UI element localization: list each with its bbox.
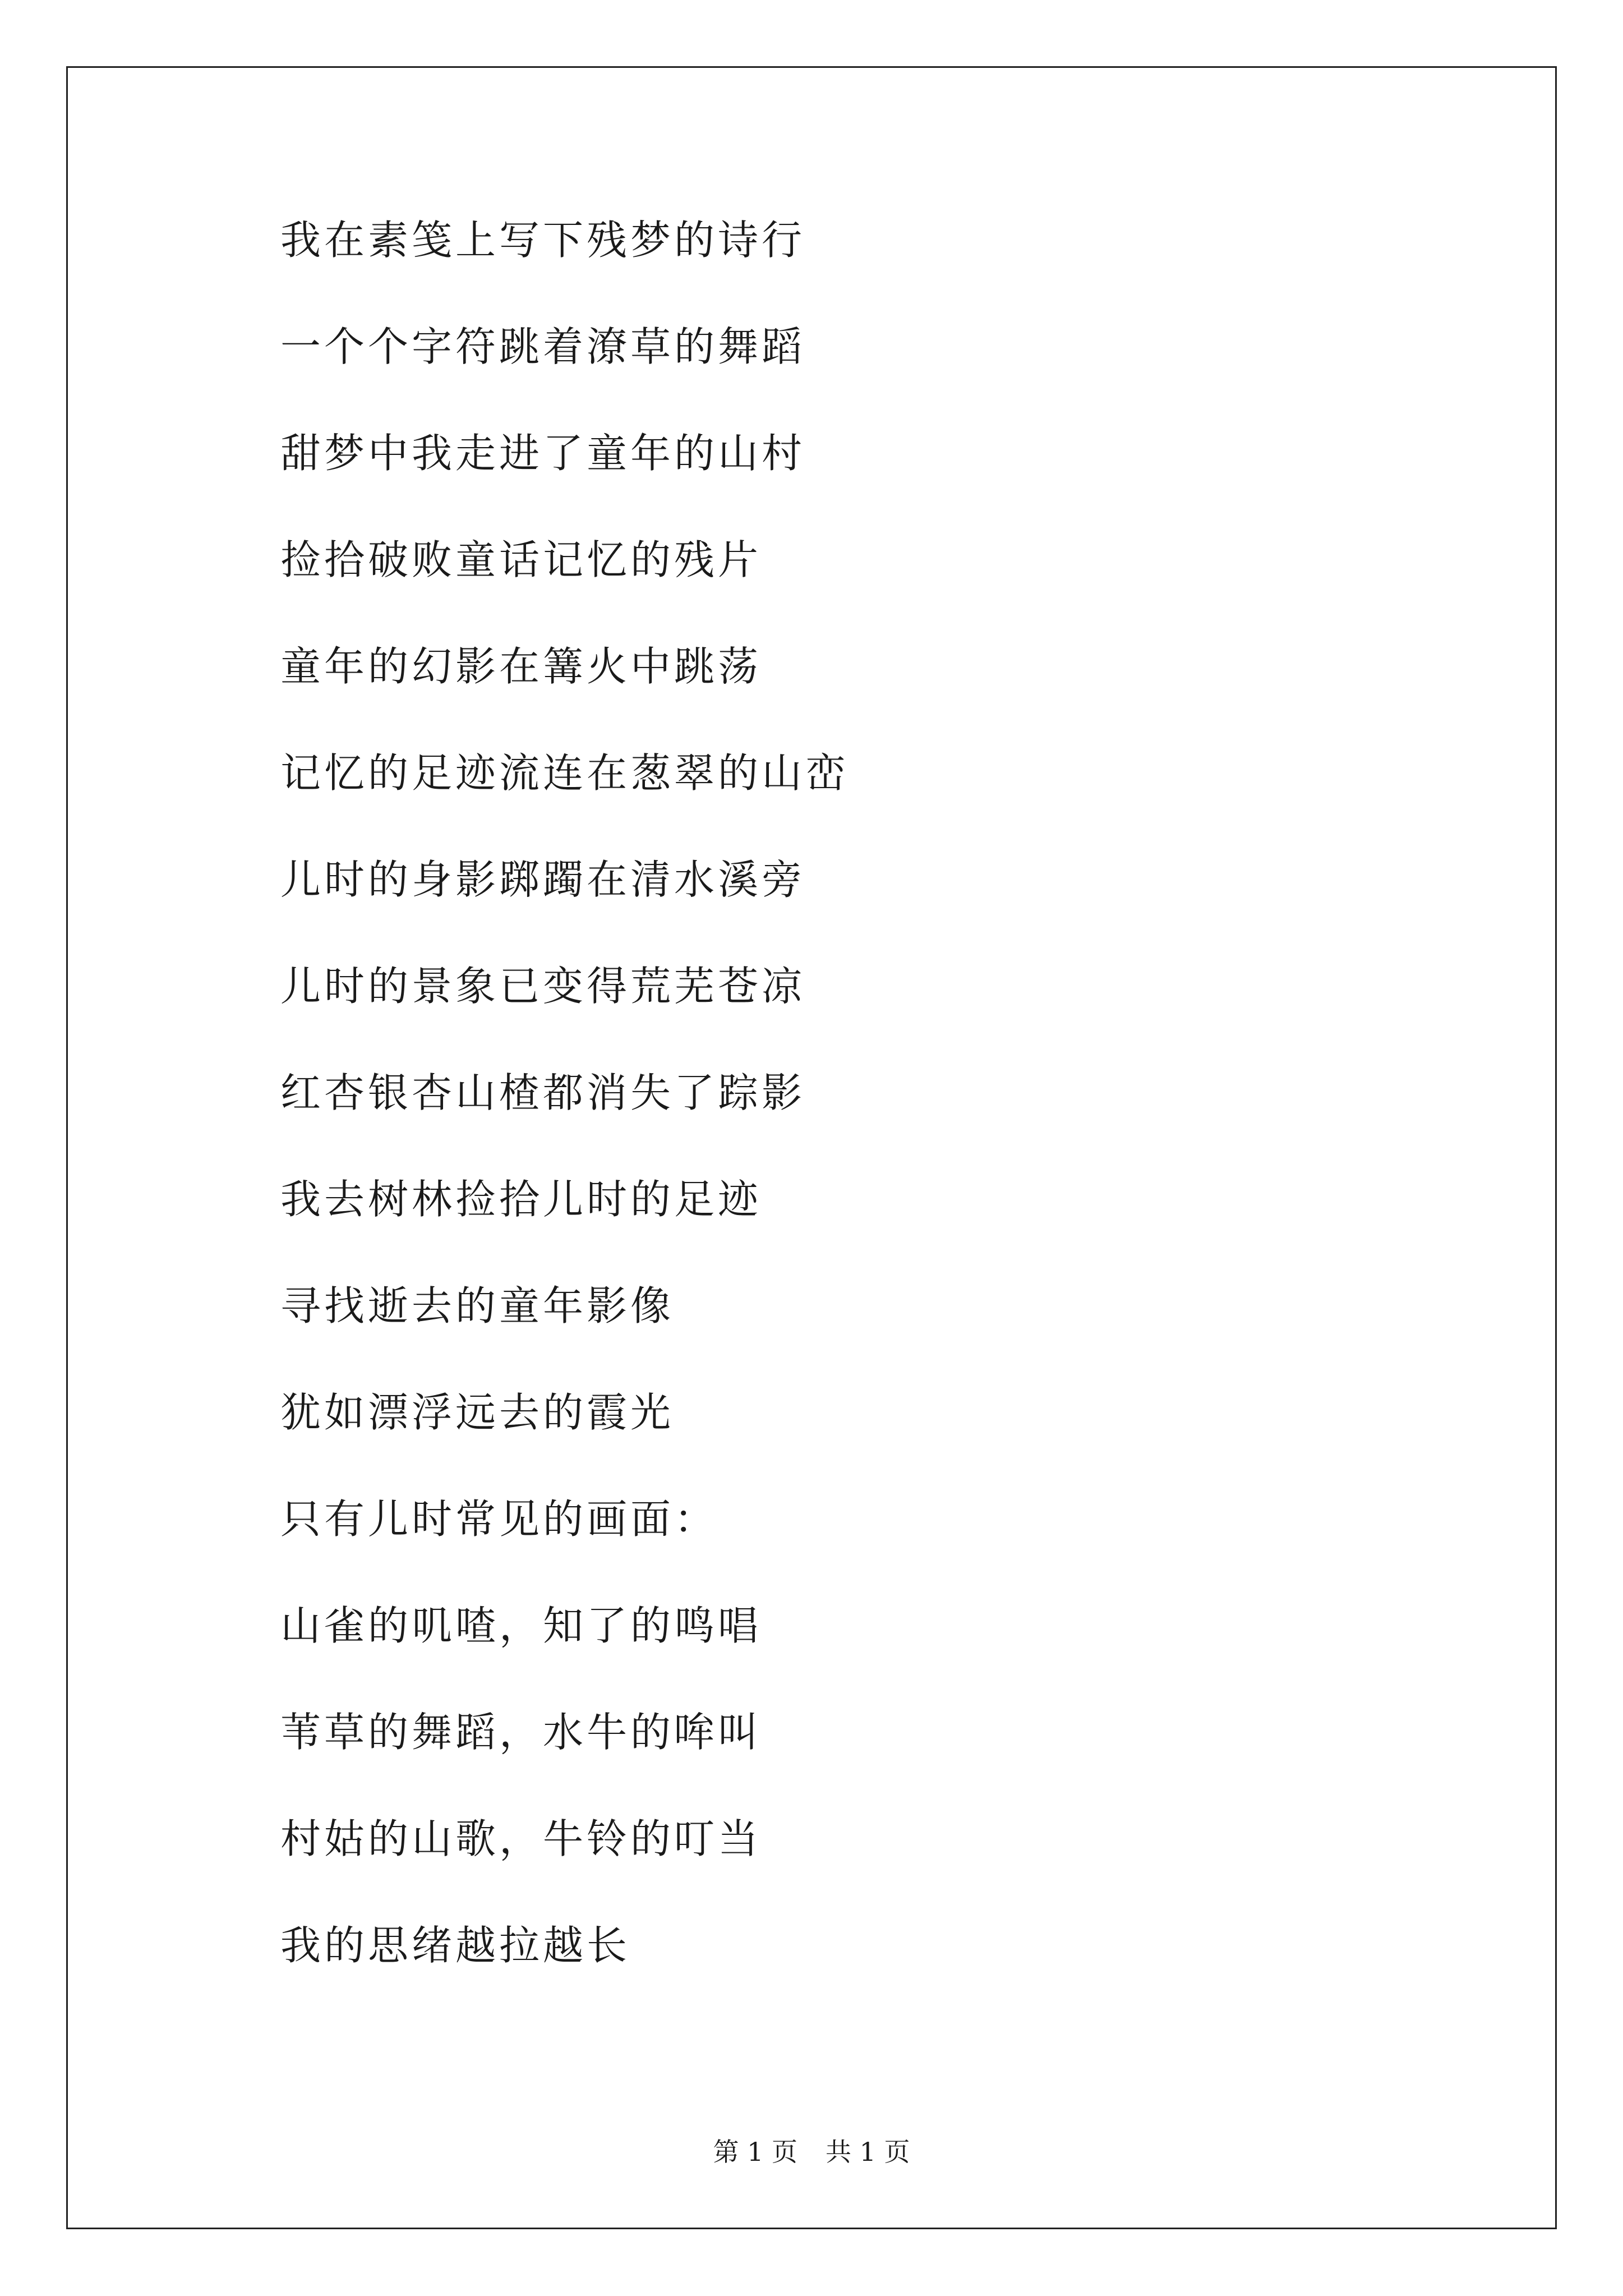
poem-line: 寻找逝去的童年影像: [280, 1282, 675, 1329]
poem-line: 我的思绪越拉越长: [280, 1922, 631, 1969]
page-footer: [0, 2132, 1623, 2169]
poem-line: 捡拾破败童话记忆的残片: [280, 536, 762, 583]
poem-line: 山雀的叽喳，知了的鸣唱: [280, 1602, 762, 1649]
poem-line: 儿时的身影踯躅在清水溪旁: [280, 856, 806, 903]
poem-line: 童年的幻影在篝火中跳荡: [280, 643, 762, 690]
page-number-total: 共 1 页: [826, 2137, 910, 2167]
poem-line: 我在素笺上写下残梦的诗行: [280, 217, 806, 264]
page-number-current: 第 1 页: [713, 2137, 797, 2167]
poem-line: 记忆的足迹流连在葱翠的山峦: [280, 749, 850, 797]
poem-line: 儿时的景象已变得荒芜苍凉: [280, 963, 806, 1010]
poem-line: 只有儿时常见的画面：: [280, 1496, 718, 1543]
poem-line: 甜梦中我走进了童年的山村: [280, 430, 806, 477]
poem-line: 我去树林捡拾儿时的足迹: [280, 1176, 762, 1223]
poem-line: 苇草的舞蹈，水牛的哞叫: [280, 1709, 762, 1756]
poem-line: 犹如漂浮远去的霞光: [280, 1389, 675, 1436]
poem-body: [280, 217, 850, 2032]
poem-line: 村姑的山歌，牛铃的叮当: [280, 1815, 762, 1862]
poem-line: 一个个字符跳着潦草的舞蹈: [280, 323, 806, 370]
poem-line: 红杏银杏山楂都消失了踪影: [280, 1069, 806, 1116]
